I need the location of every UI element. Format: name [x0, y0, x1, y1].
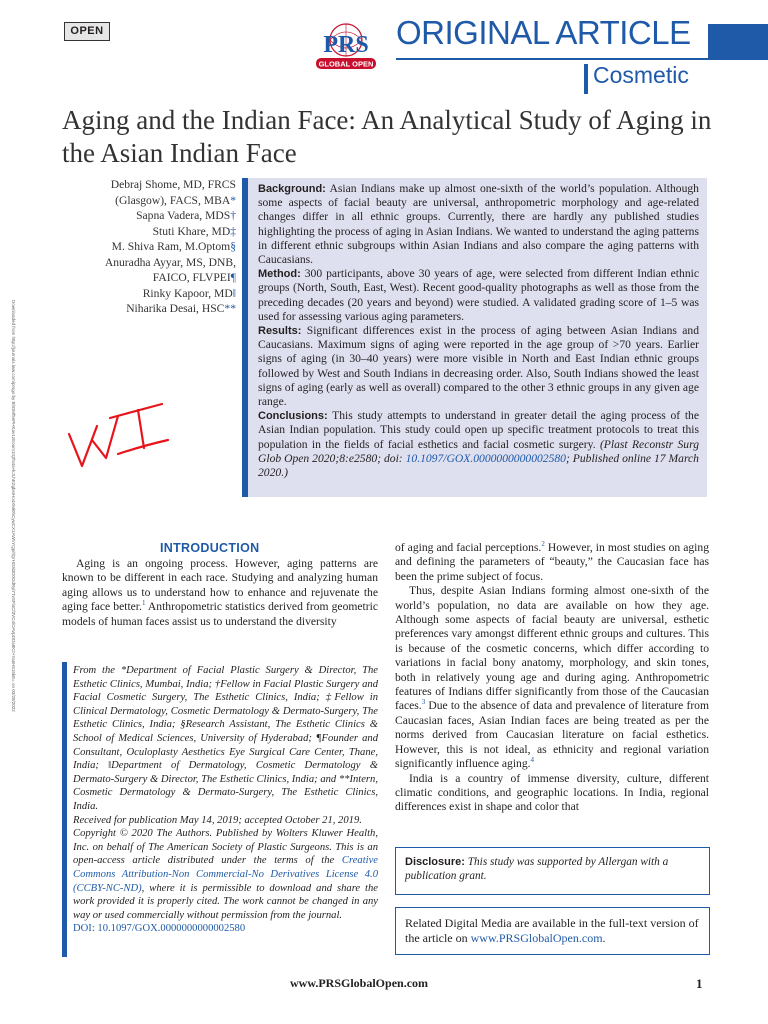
author-name: Niharika Desai, HSC [126, 302, 225, 315]
author-line [70, 224, 236, 240]
author-affiliation-mark: ** [224, 302, 236, 315]
author-affiliation-mark: § [230, 240, 236, 253]
download-watermark-text: Downloaded from http://journals.lww.com/prsgo by BhDMf5ePHKav1zEoum1tQfN4a+kJLhEZgbsIHo4XMi0hCywCX1AWnYQp/IlQrHD3i3D0OdRyi7TvSFl4Cf3VC4/OAVpDDa8K2+Ya6H515kE= on 03/28/2022 [11, 300, 16, 712]
affiliations-text: From the *Department of Facial Plastic Surgery & Director, The Esthetic Clinics, Mumbai, India; †Fellow in Facial Plastic Surgery and Facial Cosmetic Surgery, The Esthetic Clinics, India; ‡Fellow in Clinical Dermatology, Cosmetic Dermatology & Dermato-Surgery, The Esthetic Clinics, India; §Research Assistant, The Esthetic Clinics & School of Medical Sciences, University of Hyderabad; ¶Founder and Consultant, Oculoplasty Aesthetics Eye Surgical Care Center, Thane, India; ‖Department of Dermatology, Cosmetic Dermatology & Dermato-Surgery & Director, The Esthetic Clinics, India; and **Intern, Cosmetic Dermatology & Dermato-Surgery, The Esthetic Clinics, India. [73, 665, 378, 812]
author-line [70, 208, 236, 224]
abstract-results-label: Results: [258, 325, 302, 338]
reference-2[interactable]: 2 [541, 540, 545, 549]
right-paragraph-3: India is a country of immense diversity, culture, different climatic conditions, and geographic locations. In India, regional differences exist in shape and color that [395, 771, 709, 814]
abstract-method-label: Method: [258, 268, 301, 281]
intro-paragraph-1: Aging is an ongoing process. However, aging patterns are known to be different in each race. Studying and analyzing human aging allows us to understand how to enhance and rejuvenate the aging face better. [62, 557, 378, 614]
abstract-conclusions-label: Conclusions: [258, 410, 328, 423]
right-paragraph-2: Thus, despite Asian Indians forming almost one-sixth of the world’s population, no data are available on how they age. Although some aspects of facial beauty are universal, esthetic preferences vary amongst different ethnic groups and cultures. This is because of the cosmetic concerns, which differ according to variations in facial bony anatomy, morphology, and skin tones, both in relatively young age and during aging. Anthropometric features of Indians differ significantly from those of the Caucasian faces. [395, 584, 709, 713]
abstract-citation-prefix: (Plast Reconstr Surg Glob Open 2020;8:e2580; doi: [258, 437, 699, 465]
author-line [70, 239, 236, 255]
author-line [70, 177, 236, 193]
author-name: Debraj Shome, MD, FRCS [110, 178, 236, 191]
disclosure-box [395, 847, 710, 895]
author-name: Rinky Kapoor, MD [142, 286, 233, 300]
digital-media-box [395, 907, 710, 955]
author-affiliation-mark: ‡ [230, 224, 236, 238]
reference-4[interactable]: 4 [530, 756, 535, 765]
received-dates: Received for publication May 14, 2019; accepted October 21, 2019. [73, 814, 362, 826]
abstract-doi-link[interactable]: 10.1097/GOX.0000000000002580 [405, 451, 566, 465]
open-access-badge: OPEN [64, 22, 110, 41]
author-line [70, 193, 236, 209]
author-affiliation-mark: † [230, 209, 236, 222]
abstract-box [242, 178, 707, 497]
author-name: Anuradha Ayyar, MS, DNB, [104, 255, 236, 269]
abstract-background-label: Background: [258, 183, 326, 195]
right-paragraph-1: of aging and facial perceptions. [395, 541, 542, 554]
reference-1[interactable]: 1 [141, 599, 146, 608]
download-watermark [6, 300, 18, 712]
copyright-text-b: , where it is permissible to download and share the work provided it is properly cited. The work cannot be changed in any way or used commercially without permission from the journal. [73, 882, 378, 921]
author-list [70, 177, 236, 317]
license-link[interactable]: Creative Commons Attribution-Non Commercial-No Derivatives License 4.0 (CCBY-NC-ND) [73, 855, 378, 894]
abstract-results: Significant differences exist in the process of aging between Asian Indians and Caucasians. Maximum signs of aging were reported in the age group of >70 years. Earlier signs of aging (in 30–40 years) were more visible in North and East Indian ethnic groups followed by West and South Indians in decreasing order. Also, South Indians showed the least signs of aging (early as well as overall) compared to the other 3 ethnic groups in any given age range. [258, 324, 699, 409]
author-line [70, 301, 236, 317]
author-affiliation-mark: * [230, 193, 236, 207]
author-name: M. Shiva Ram, M.Optom [111, 240, 231, 253]
prs-global-open-logo [298, 16, 394, 72]
author-line [70, 286, 236, 302]
author-name: Sapna Vadera, MDS [136, 209, 231, 222]
copyright-text: Copyright © 2020 The Authors. Published by Wolters Kluwer Health, Inc. on behalf of The American Society of Plastic Surgeons. This is an open-access article distributed under the terms of the [73, 828, 378, 867]
author-name: FAICO, FLVPEI [152, 271, 231, 284]
author-name: Stuti Khare, MD [152, 224, 231, 238]
left-column [62, 557, 378, 629]
right-column [395, 541, 709, 815]
footer-url[interactable]: www.PRSGlobalOpen.com [290, 976, 429, 990]
handwritten-vvi-annotation [66, 398, 170, 474]
logo-text: PRS [323, 32, 369, 58]
author-affiliation-mark: ‖ [232, 286, 236, 300]
page-number: 1 [696, 976, 703, 991]
doi-link[interactable]: DOI: 10.1097/GOX.0000000000002580 [73, 923, 246, 935]
logo-subtext: GLOBAL OPEN [318, 59, 374, 69]
abstract-citation-suffix: ; Published online 17 March 2020.) [258, 451, 699, 480]
digital-media-link[interactable]: www.PRSGlobalOpen.com [470, 931, 603, 945]
article-type-heading: ORIGINAL ARTICLE [396, 14, 691, 51]
reference-3[interactable]: 3 [421, 698, 426, 707]
disclosure-text: This study was supported by Allergan with a publication grant. [405, 856, 669, 883]
abstract-conclusions: This study attempts to understand in greater detail the aging process of the Asian Indian population. This study could open up specific treatment protocols to treat this population in the fields of facial esthetics and facial cosmetic surgery. [258, 409, 699, 451]
introduction-heading: INTRODUCTION [160, 541, 260, 555]
header-accent-bar [708, 24, 768, 58]
article-category: Cosmetic [593, 62, 689, 88]
intro-paragraph-1b: Anthropometric statistics derived from geometric models of human faces assist us to understand the diversity [62, 600, 378, 628]
author-line [70, 255, 236, 271]
author-name: (Glasgow), FACS, MBA [115, 193, 231, 207]
category-accent-bar [584, 64, 588, 94]
author-affiliation-mark: ¶ [230, 271, 236, 284]
right-paragraph-1b: However, in most studies on aging and defining the parameters of “beauty,” the Caucasian face has been the prime subject of focus. [395, 541, 709, 583]
digital-media-text: Related Digital Media are available in the full-text version of the article on [405, 916, 699, 945]
disclosure-label: Disclosure: [405, 856, 465, 868]
right-paragraph-2b: Due to the absence of data and prevalence of literature from Caucasian faces, Asian Indian faces are being treated as per the norms derived from Caucasian literature on facial esthetics. However, this is not ideal, as ethnicity and regional variation significantly influence aging. [395, 699, 709, 771]
abstract-background: Asian Indians make up almost one-sixth of the world’s population. Although some aspects of facial beauty are universal, anthropometric morphology and age-related changes differ in all ethnic groups. Currently, there are hardly any published studies highlighting the process of aging in Asian Indians. We wanted to understand the aging patterns in different ethnic subgroups within Asian Indians and also compare the aging patterns with Caucasians. [258, 182, 699, 267]
header-rule [396, 58, 768, 60]
affiliations-box [62, 662, 378, 957]
abstract-method: 300 participants, above 30 years of age, were selected from different Indian ethnic groups (North, South, East, West). Recent good-quality photographs as well as those from the preceding decades (20 years and beyond) were studied. A validated grading score of 1–5 was used for assessing various aging parameters. [258, 267, 699, 323]
author-line [70, 270, 236, 286]
digital-media-suffix: . [602, 931, 606, 945]
article-title: Aging and the Indian Face: An Analytical Study of Aging in the Asian Indian Face [62, 105, 712, 168]
